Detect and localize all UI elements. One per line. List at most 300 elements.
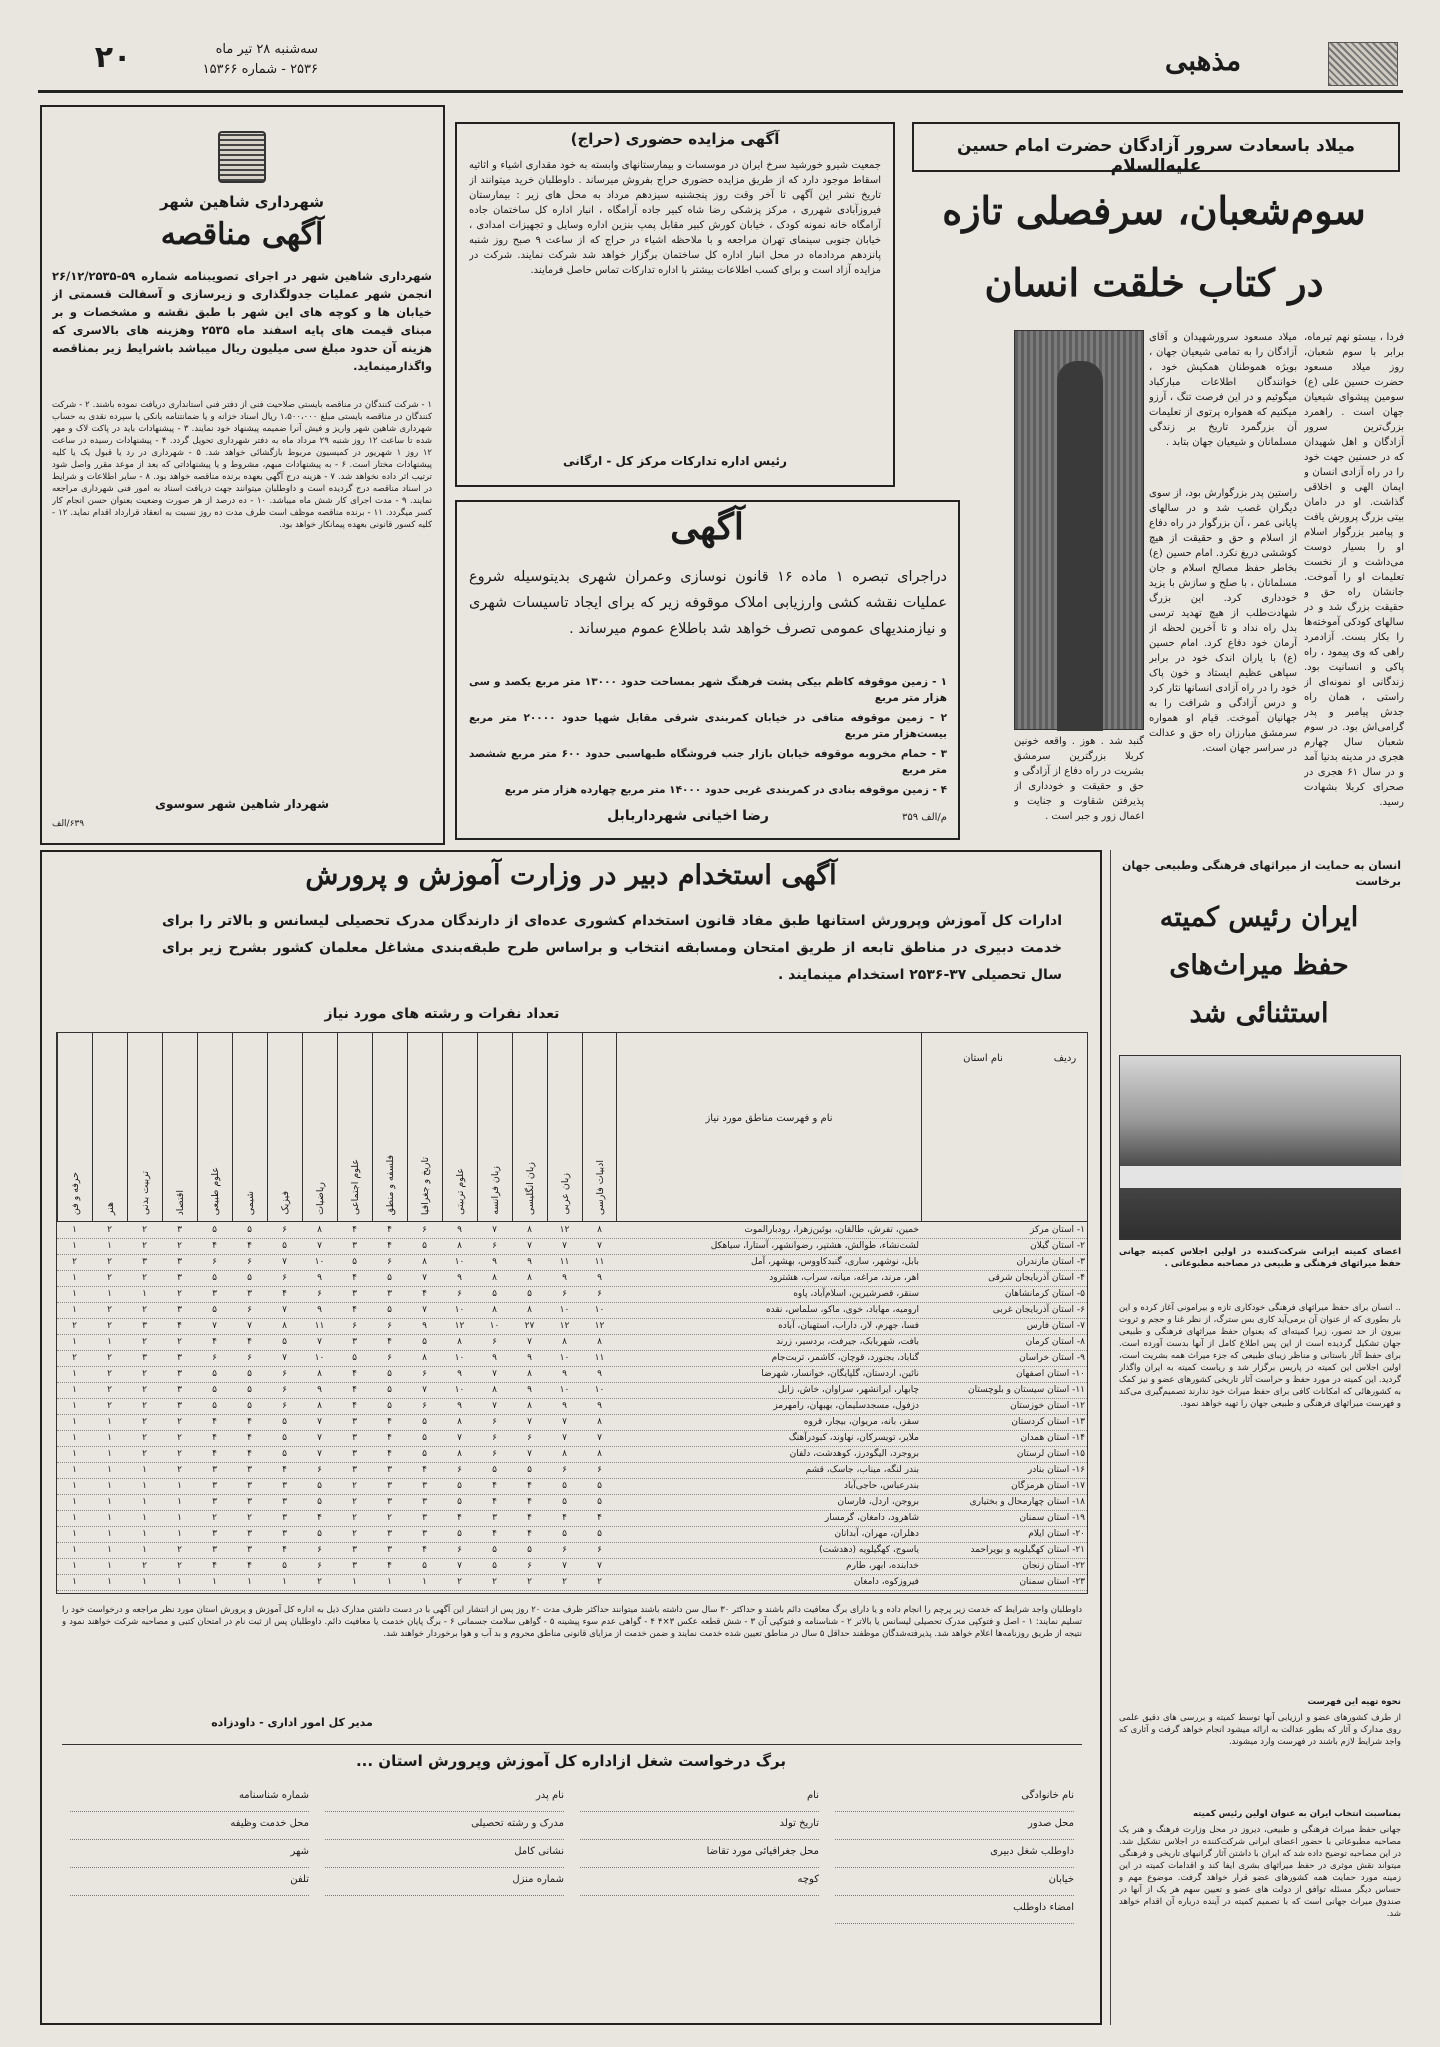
row-count-cell: ۵ [527,1545,532,1555]
row-count-cell: ۱ [72,1481,77,1491]
row-count-cell: ۳ [352,1241,357,1251]
row-count-cell: ۵ [212,1385,217,1395]
row-counts [57,1462,617,1478]
row-count-cell: ۵ [247,1225,252,1235]
row-areas: یاسوج، کهگیلویه (دهدشت) [819,1545,919,1555]
table-row [57,1462,1088,1479]
education-notice [40,850,1102,2025]
major-headers [57,1033,617,1221]
babol-item-2: ۲ - زمین موقوفه متافی در خیابان کمربندی شرقی مقابل شهپا حدود ۲۰۰۰۰ متر مربع بیست‌هزار متر مربع [469,712,947,740]
row-count-cell: ۹ [457,1369,462,1379]
row-count-cell: ۱ [177,1513,182,1523]
row-count-cell: ۱ [72,1337,77,1347]
row-count-cell: ۵ [282,1449,287,1459]
row-province: ۹- استان خراسان [1019,1353,1085,1363]
row-counts [57,1414,617,1430]
row-count-cell: ۱ [282,1577,287,1587]
row-count-cell: ۸ [527,1305,532,1315]
row-counts [57,1238,617,1254]
row-count-cell: ۶ [492,1433,497,1443]
row-counts [57,1222,617,1238]
row-count-cell: ۶ [282,1401,287,1411]
row-count-cell: ۵ [492,1289,497,1299]
religion-headline-2: در کتاب خلقت انسان [984,260,1324,305]
row-count-cell: ۶ [247,1257,252,1267]
row-areas: دهلران، مهران، آبدانان [834,1529,919,1539]
row-count-cell: ۱ [107,1241,112,1251]
municipality-emblem [218,131,266,183]
row-count-cell: ۴ [352,1369,357,1379]
row-count-cell: ۸ [527,1369,532,1379]
row-count-cell: ۷ [527,1241,532,1251]
form-field: محل جغرافیائی مورد تقاضا [580,1840,819,1868]
major-header [267,1033,302,1221]
row-count-cell: ۳ [247,1545,252,1555]
row-count-cell: ۲ [107,1401,112,1411]
row-areas: اهر، مرند، مراغه، میانه، سراب، هشترود [769,1273,919,1283]
major-header-label: تربیت بدنی [139,1171,151,1215]
row-areas: بندر لنگه، میناب، جاسک، قشم [805,1465,919,1475]
row-count-cell: ۲ [142,1401,147,1411]
row-count-cell: ۷ [422,1305,427,1315]
heritage-headline-1: ایران رئیس کمیته [1159,902,1359,933]
form-field: تلفن [70,1868,309,1896]
row-count-cell: ۴ [282,1545,287,1555]
row-count-cell: ۳ [387,1465,392,1475]
row-count-cell: ۱ [142,1481,147,1491]
row-count-cell: ۲ [107,1321,112,1331]
heritage-subhead-2: بمناسبت انتخاب ایران به عنوان اولین رئیس کمیته [1192,1809,1401,1819]
row-province: ۲- استان گیلان [1030,1241,1085,1251]
row-counts [57,1558,617,1574]
municipality-lead: شهرداری شاهین شهر در اجرای تصویبنامه شماره ۵۹-۲۶/۱۲/۲۵۳۵ انجمن شهر عملیات جدولگذاری و زیرسازی و آسفالت قسمتی از خیابان ها و کوچه های این شهر با طبق نقشه و مشخصات و بر مبنای قیمت های پایه اسفند ماه ۲۵۳۵ وهزینه های بالاسری که هزینه آن حدود مبلغ سی میلیون ریال میباشد باشرایط زیر بمناقصه واگذارمینماید. [52,269,432,373]
row-count-cell: ۹ [527,1385,532,1395]
conference-photo-caption: اعضای کمیته ایرانی شرکت‌کننده در اولین اجلاس کمیته جهانی حفظ میراثهای فرهنگی و طبیعی در مصاحبه مطبوعاتی . [1119,1247,1401,1269]
row-count-cell: ۵ [562,1497,567,1507]
row-count-cell: ۳ [352,1545,357,1555]
row-count-cell: ۶ [562,1545,567,1555]
major-header [547,1033,582,1221]
minaret-shape [1057,361,1103,731]
form-field: مدرک و رشته تحصیلی [325,1812,564,1840]
row-count-cell: ۶ [317,1465,322,1475]
row-count-cell: ۱ [142,1497,147,1507]
row-count-cell: ۵ [457,1529,462,1539]
row-count-cell: ۶ [422,1225,427,1235]
row-count-cell: ۴ [352,1305,357,1315]
row-count-cell: ۴ [212,1241,217,1251]
row-count-cell: ۷ [597,1241,602,1251]
row-count-cell: ۶ [317,1289,322,1299]
date-line: سه‌شنبه ۲۸ تیر ماه [215,42,318,57]
row-count-cell: ۴ [527,1497,532,1507]
row-counts [57,1430,617,1446]
form-field: محل خدمت وظیفه [70,1812,309,1840]
row-count-cell: ۳ [422,1481,427,1491]
row-count-cell: ۴ [387,1561,392,1571]
row-count-cell: ۱۲ [454,1321,465,1331]
row-count-cell: ۴ [247,1449,252,1459]
row-province: ۲۲- استان زنجان [1022,1561,1085,1571]
row-count-cell: ۷ [597,1561,602,1571]
row-count-cell: ۴ [387,1241,392,1251]
row-count-cell: ۶ [212,1353,217,1363]
major-header [512,1033,547,1221]
row-count-cell: ۲ [177,1561,182,1571]
row-counts [57,1286,617,1302]
row-count-cell: ۱۱ [594,1257,605,1267]
row-province: ۶- استان آذربایجان غربی [992,1305,1085,1315]
table-row [57,1494,1088,1511]
row-areas: بروجرد، الیگودرز، کوهدشت، دلفان [789,1449,919,1459]
row-count-cell: ۸ [457,1417,462,1427]
row-count-cell: ۶ [457,1545,462,1555]
row-count-cell: ۳ [282,1497,287,1507]
row-count-cell: ۱ [142,1513,147,1523]
form-separator [62,1744,1082,1745]
heritage-body: .. انسان برای حفظ میراثهای فرهنگی خودکاری تازه و بیرامونی آغاز کرده و این بار بطوری که از عنوان آن برمی‌آید کاری بس سترگ، از نظر غنا و حجم و ثروت بیرون از حد تصور، زیرا کمیته‌ای که بعنوان حفظ میراثهای فرهنگی و طبیعی جهان تشکیل گردیده است از این پس اطلاع کامل از آنها بدست آورده است. برای حفظ آثار باستانی و مناظر زیبای طبیعی که جزء میراث همه بشریت است، اولین اجلاس این کمیته در پاریس برگزار شد و ریاست کمیته به ایران واگذار گردید. این کمیته در مورد حفظ و حراست آثار تاریخی کشورهای عضو و نیز کمک به کشورهائی که امکانات کافی برای حفظ میراث خود ندارند تصمیم‌گیری می‌کند و فهرست میراثهای فرهنگی و طبیعی جهان را تهیه خواهد نمود. [1119,1303,1401,1409]
row-count-cell: ۷ [317,1433,322,1443]
row-province: ۱۴- استان همدان [1020,1433,1085,1443]
page-header [38,34,1403,94]
row-count-cell: ۶ [247,1305,252,1315]
row-count-cell: ۵ [387,1369,392,1379]
row-count-cell: ۴ [527,1513,532,1523]
row-count-cell: ۷ [247,1321,252,1331]
row-count-cell: ۵ [247,1273,252,1283]
babol-item-3: ۳ - حمام مخروبه موقوفه خیابان بازار جنب فروشگاه طبهاسبی حدود ۶۰۰ متر مربع ششصد متر مربع [469,748,947,776]
row-count-cell: ۲ [142,1225,147,1235]
row-count-cell: ۵ [597,1497,602,1507]
row-count-cell: ۵ [387,1385,392,1395]
table-row [57,1574,1088,1591]
religion-column-right: فردا ، بیستو نهم تیرماه، برابر با سوم شعبان، روز میلاد مسعود حضرت حسین علی (ع) سومین پیشوای شیعیان جهان است . راهمرد بزرگ‌ترین سرور آزادگان و اهل شهیدان که در حسنین جهت خود را در راه آزادی انسان و ایمان الهی و اخلاقی گذاشت. او در دامان بیتی بزرگ پرورش یافت و پیامبر بزرگوار اسلام او را بسیار دوست می‌داشت و از نخست تعلیمات او را آموخت. جانشان راه حق و حقیقت بزرگ شد و در سالهای کودکی آموخته‌ها را بکار بست. آزادمرد راهی که وی پیمود ، راه پاکی و انسانیت بود. زندگانی او نمونه‌ای از راستی ، همان راه جدش پیامبر و پدر گرامی‌اش بود. در سوم شعبان سال چهارم هجری در مدینه بدنیا آمد و در سال ۶۱ هجری در صحرای کربلا بشهادت رسید. [1304,332,1404,808]
row-count-cell: ۸ [597,1337,602,1347]
row-count-cell: ۳ [387,1289,392,1299]
row-count-cell: ۵ [562,1529,567,1539]
row-count-cell: ۳ [247,1497,252,1507]
row-count-cell: ۲ [107,1273,112,1283]
municipality-code: ۶۳۹/الف [52,819,85,829]
row-count-cell: ۶ [282,1385,287,1395]
row-counts [57,1254,617,1270]
row-count-cell: ۲ [142,1385,147,1395]
row-count-cell: ۴ [352,1401,357,1411]
row-count-cell: ۴ [597,1513,602,1523]
row-count-cell: ۹ [457,1401,462,1411]
table-row [57,1254,1088,1271]
row-province: ۳- استان مازندران [1016,1257,1085,1267]
row-count-cell: ۳ [282,1529,287,1539]
table-row [57,1558,1088,1575]
row-count-cell: ۱ [107,1337,112,1347]
row-count-cell: ۳ [247,1465,252,1475]
row-count-cell: ۳ [422,1513,427,1523]
row-count-cell: ۴ [247,1561,252,1571]
row-count-cell: ۵ [212,1401,217,1411]
row-count-cell: ۱ [142,1529,147,1539]
row-count-cell: ۵ [492,1465,497,1475]
row-count-cell: ۳ [387,1481,392,1491]
row-count-cell: ۵ [317,1481,322,1491]
row-count-cell: ۷ [282,1305,287,1315]
babol-notice [455,500,960,840]
row-counts [57,1446,617,1462]
row-count-cell: ۸ [492,1305,497,1315]
row-province: ۱۵- استان لرستان [1016,1449,1085,1459]
row-areas: شاهرود، دامغان، گرمسار [824,1513,919,1523]
religion-headline-1: سوم‌شعبان، سرفصلی تازه [942,188,1366,233]
row-count-cell: ۸ [422,1257,427,1267]
row-count-cell: ۵ [387,1305,392,1315]
form-field: شماره شناسنامه [70,1784,309,1812]
table-row [57,1430,1088,1447]
row-count-cell: ۲ [177,1337,182,1347]
row-count-cell: ۱ [72,1577,77,1587]
row-count-cell: ۱ [107,1577,112,1587]
row-count-cell: ۱۲ [594,1321,605,1331]
row-count-cell: ۴ [387,1417,392,1427]
row-province: ۲۰- استان ایلام [1028,1529,1085,1539]
row-count-cell: ۶ [492,1417,497,1427]
table-row [57,1222,1088,1239]
row-count-cell: ۱ [212,1577,217,1587]
heritage-article [1110,850,1405,2025]
row-count-cell: ۳ [177,1401,182,1411]
row-count-cell: ۴ [492,1529,497,1539]
row-count-cell: ۵ [527,1289,532,1299]
row-counts [57,1302,617,1318]
row-count-cell: ۸ [562,1337,567,1347]
row-count-cell: ۶ [422,1401,427,1411]
row-count-cell: ۵ [597,1529,602,1539]
row-count-cell: ۶ [282,1273,287,1283]
row-count-cell: ۷ [527,1337,532,1347]
row-count-cell: ۱ [107,1497,112,1507]
row-areas: بندرعباس، حاجی‌آباد [844,1481,919,1491]
row-count-cell: ۲ [457,1577,462,1587]
heritage-headline-2: حفظ میراث‌های [1169,950,1349,981]
row-count-cell: ۸ [422,1353,427,1363]
row-count-cell: ۳ [177,1385,182,1395]
row-count-cell: ۹ [562,1369,567,1379]
row-count-cell: ۴ [247,1337,252,1347]
row-count-cell: ۸ [527,1401,532,1411]
row-count-cell: ۱ [72,1417,77,1427]
section-title: مذهبی [1164,44,1242,77]
major-header-label: حرفه و فن [69,1171,81,1215]
row-count-cell: ۸ [562,1449,567,1459]
row-count-cell: ۷ [562,1433,567,1443]
row-counts [57,1398,617,1414]
form-field: شهر [70,1840,309,1868]
row-count-cell: ۹ [597,1401,602,1411]
row-count-cell: ۱ [107,1449,112,1459]
row-count-cell: ۱ [72,1449,77,1459]
row-count-cell: ۴ [247,1241,252,1251]
row-count-cell: ۱۱ [314,1321,325,1331]
row-count-cell: ۲ [562,1577,567,1587]
row-count-cell: ۱ [177,1577,182,1587]
row-province: ۸- استان کرمان [1025,1337,1085,1347]
row-count-cell: ۴ [387,1225,392,1235]
row-count-cell: ۳ [177,1257,182,1267]
row-count-cell: ۶ [317,1545,322,1555]
row-count-cell: ۷ [422,1385,427,1395]
row-province: ۱۲- استان خوزستان [1010,1401,1085,1411]
row-count-cell: ۴ [422,1289,427,1299]
auction-title: آگهی مزایده حضوری (حراج) [570,130,780,148]
row-count-cell: ۵ [527,1465,532,1475]
row-count-cell: ۲ [107,1257,112,1267]
row-count-cell: ۲ [527,1577,532,1587]
row-count-cell: ۴ [492,1497,497,1507]
row-count-cell: ۵ [422,1337,427,1347]
row-areas: دزفول، مسجدسلیمان، بهبهان، رامهرمز [773,1401,919,1411]
table-row [57,1526,1088,1543]
row-count-cell: ۸ [527,1273,532,1283]
row-count-cell: ۳ [422,1529,427,1539]
auction-notice [455,122,895,487]
row-counts [57,1494,617,1510]
row-count-cell: ۶ [352,1321,357,1331]
row-count-cell: ۳ [387,1497,392,1507]
table-row [57,1510,1088,1527]
row-count-cell: ۵ [212,1225,217,1235]
babol-item-1: ۱ - زمین موقوفه کاظم بیکی پشت فرهنگ شهر بمساحت حدود ۱۳۰۰۰ متر مربع یکصد و سی هزار متر مربع [469,676,947,704]
row-count-cell: ۱ [72,1433,77,1443]
row-count-cell: ۸ [492,1273,497,1283]
row-count-cell: ۱ [177,1497,182,1507]
row-counts [57,1366,617,1382]
row-count-cell: ۲ [177,1449,182,1459]
row-counts [57,1350,617,1366]
row-count-cell: ۴ [527,1481,532,1491]
row-province: ۷- استان فارس [1026,1321,1085,1331]
form-field: نشانی کامل [325,1840,564,1868]
table-row [57,1350,1088,1367]
row-count-cell: ۱ [72,1529,77,1539]
row-count-cell: ۴ [247,1417,252,1427]
row-count-cell: ۹ [597,1273,602,1283]
row-count-cell: ۴ [422,1465,427,1475]
row-count-cell: ۲ [177,1545,182,1555]
major-header-label: فلسفه و منطق [384,1154,396,1215]
row-count-cell: ۳ [177,1273,182,1283]
row-province: ۱۷- استان هرمزگان [1011,1481,1085,1491]
form-field: نام خانوادگی [835,1784,1074,1812]
row-count-cell: ۱ [387,1577,392,1587]
heritage-body-3: جهانی حفظ میراث فرهنگی و طبیعی، دیروز در محل وزارت فرهنگ و هنر یک مصاحبه مطبوعاتی با حضور اعضای ایرانی شرکت‌کننده در اجلاس تشکیل شد. در این مصاحبه توضیح داده شد که ایران با داشتن آثار گرانبهای تاریخی و فرهنگی میتواند نقش موثری در حفظ میراثهای بشری ایفا کند و اقدامات کمیته در این زمینه مورد حمایت همه کشورهای عضو قرار خواهد گرفت. موضوع مهم و حساس دیگر مسئله توافق از دولت های عضو و تعیین سهم هر یک از آنها در صندوق میراث جهانی است که با تصمیم کمیته در آینده درباره آن اقدام خواهد شد. [1119,1825,1401,1919]
row-count-cell: ۵ [422,1241,427,1251]
row-areas: ملایر، تویسرکان، نهاوند، کبودرآهنگ [788,1433,919,1443]
row-count-cell: ۲ [107,1369,112,1379]
row-count-cell: ۷ [317,1337,322,1347]
row-count-cell: ۶ [527,1561,532,1571]
major-header [57,1033,92,1221]
row-count-cell: ۹ [527,1353,532,1363]
form-field: کوچه [580,1868,819,1896]
row-count-cell: ۴ [212,1417,217,1427]
major-header [127,1033,162,1221]
row-areas: بروجن، اردل، فارسان [837,1497,919,1507]
row-count-cell: ۹ [317,1385,322,1395]
row-count-cell: ۴ [457,1513,462,1523]
row-count-cell: ۵ [247,1401,252,1411]
form-field: نام [580,1784,819,1812]
row-count-cell: ۳ [352,1337,357,1347]
religion-column-mid: راستین پدر بزرگوارش بود، از سوی دیگران غصب شد و در سالهای پایانی عمر ، آن بزرگوار در راه دفاع از اسلام و حق و حقیقت از هیچ کوششی دریغ نکرد. امام حسین (ع) بخاطر حفظ مصالح اسلام و جان مسلمانان ، با صلح و سازش با یزید خودداری کرد. این بزرگ شهادت‌طلب از هیچ تهدید ترسی بدل راه نداد و تا آخرین لحظه از آرمان خود دفاع کرد. امام حسین (ع) با یاران اندک خود در برابر سپاهی عظیم ایستاد و خون پاک خود را در راه آزادی انسانها نثار کرد و درس آزادگی و شرافت را به جهانیان آموخت. قیام او همواره سرمشق مبارزان راه حق و عدالت در سراسر جهان است. [1149,488,1297,754]
row-count-cell: ۹ [457,1273,462,1283]
row-count-cell: ۱۰ [454,1257,465,1267]
row-count-cell: ۴ [282,1465,287,1475]
row-count-cell: ۱ [107,1417,112,1427]
province-header-divider [921,1033,922,1221]
row-count-cell: ۷ [492,1401,497,1411]
row-count-cell: ۱ [107,1529,112,1539]
row-count-cell: ۹ [317,1273,322,1283]
row-province: ۵- استان کرمانشاهان [1004,1289,1085,1299]
row-count-cell: ۸ [317,1401,322,1411]
row-count-cell: ۵ [282,1417,287,1427]
row-count-cell: ۸ [492,1385,497,1395]
form-field: خیابان [835,1868,1074,1896]
table-row [57,1446,1088,1463]
major-header-label: زبان عربی [559,1173,571,1215]
row-count-cell: ۳ [387,1545,392,1555]
row-count-cell: ۳ [352,1417,357,1427]
row-count-cell: ۱ [352,1577,357,1587]
row-count-cell: ۴ [212,1449,217,1459]
row-count-cell: ۱ [142,1545,147,1555]
row-count-cell: ۹ [597,1369,602,1379]
row-province: ۱۸- استان چهارمحال و بختیاری [969,1497,1085,1507]
row-count-cell: ۲ [107,1385,112,1395]
row-areas: چابهار، ایرانشهر، سراوان، خاش، زابل [777,1385,919,1395]
row-count-cell: ۸ [457,1337,462,1347]
row-count-cell: ۷ [527,1449,532,1459]
row-count-cell: ۴ [212,1337,217,1347]
education-table-caption: تعداد نفرات و رشته های مورد نیاز [324,1006,560,1022]
row-count-cell: ۳ [177,1369,182,1379]
row-count-cell: ۲ [142,1417,147,1427]
row-count-cell: ۵ [282,1433,287,1443]
row-count-cell: ۱ [72,1305,77,1315]
row-count-cell: ۲ [492,1577,497,1587]
row-count-cell: ۵ [562,1481,567,1491]
row-count-cell: ۳ [352,1449,357,1459]
municipality-org: شهرداری شاهین شهر [159,193,325,211]
row-count-cell: ۲ [142,1337,147,1347]
row-count-cell: ۸ [282,1321,287,1331]
babol-code: م/الف ۳۵۹ [901,812,947,823]
row-count-cell: ۴ [212,1561,217,1571]
row-province: ۱۱- استان سیستان و بلوچستان [968,1385,1085,1395]
row-count-cell: ۷ [527,1417,532,1427]
religion-column-left: میلاد مسعود سرورشهیدان و آقای آزادگان را به تمامی شیعیان جهان ، بویژه هموطنان همکیش خود ، خوانندگان اطلاعات مبارکباد میگوئیم و در این فرصت تنگ ، آرزو میکنیم که همواره پرتوی از تعلیمات آن بزرگمرد تاریخ بر زندگی مسلمانان و شیعیان جهان بتابد . [1149,332,1297,448]
row-count-cell: ۳ [177,1225,182,1235]
row-areas: بابل، نوشهر، ساری، گنبدکاووس، بهشهر، آمل [751,1257,919,1267]
row-count-cell: ۲۷ [524,1321,535,1331]
row-count-cell: ۸ [597,1449,602,1459]
education-signature: مدیر کل امور اداری - داودزاده [211,1716,373,1729]
application-form-title: برگ درخواست شغل ازاداره کل آموزش وپرورش استان ... [355,1752,787,1770]
heritage-headline-3: استثنائی شد [1189,998,1329,1029]
major-header-label: تاریخ و جغرافیا [419,1156,431,1215]
major-header-label: ریاضیات [314,1182,326,1215]
major-header-label: اقتصاد [174,1189,186,1215]
row-count-cell: ۶ [317,1561,322,1571]
